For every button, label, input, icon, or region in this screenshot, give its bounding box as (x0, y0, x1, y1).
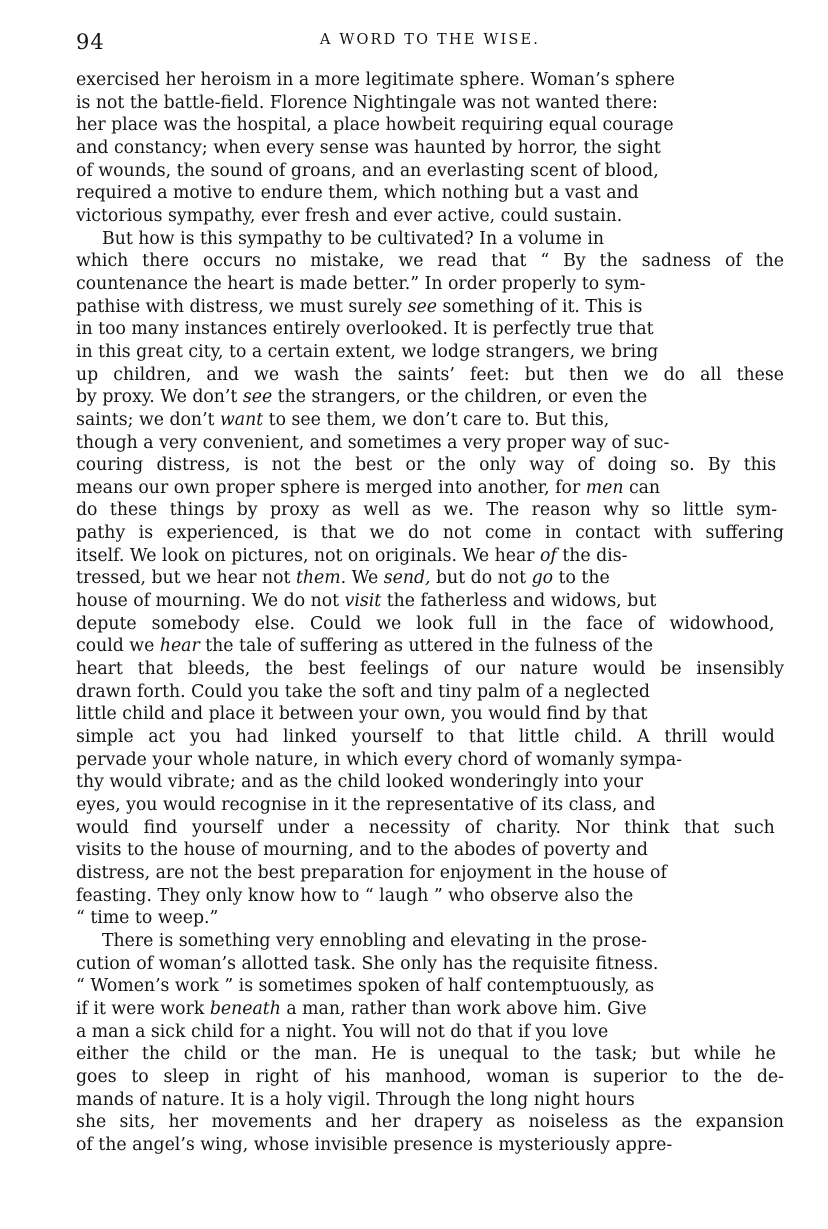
text-run: goes to sleep in right of his manhood, woman is superior to the de- (76, 1066, 784, 1087)
text-line (76, 296, 784, 319)
text-run: the dis- (556, 545, 628, 566)
text-line (76, 975, 784, 998)
text-line (76, 817, 784, 840)
text-line (76, 726, 784, 749)
emphasis-text: beneath (209, 998, 281, 1019)
text-run: in this great city, to a certain extent, we lodge strangers, we bring (76, 341, 659, 362)
text-line (76, 1089, 784, 1112)
text-line (76, 182, 784, 205)
text-run: can (623, 477, 661, 498)
text-line (76, 998, 784, 1021)
text-line (76, 250, 784, 273)
text-run: the strangers, or the children, or even the (272, 387, 648, 408)
text-run: little child and place it between your own, you would find by that (76, 704, 648, 725)
text-line (76, 522, 784, 545)
text-run: “ Women’s work ” is sometimes spoken of half contemptuously, as (76, 976, 655, 997)
text-line (76, 386, 784, 409)
emphasis-text: see (407, 296, 437, 317)
text-run: saints; we don’t (76, 409, 220, 430)
text-run: tressed, but we hear not (76, 568, 296, 589)
text-line (76, 1021, 784, 1044)
text-line (76, 885, 784, 908)
text-run: pathy is experienced, is that we do not come in contact with suffering (76, 523, 784, 544)
body-text (76, 69, 784, 1157)
emphasis-text: visit (344, 591, 382, 612)
text-run: cution of woman’s allotted task. She only has the requisite fitness. (76, 953, 659, 974)
text-run: either the child or the man. He is unequal to the task; but while he (76, 1044, 776, 1065)
text-line (76, 567, 784, 590)
emphasis-text: them. (295, 568, 347, 589)
text-run: of wounds, the sound of groans, and an everlasting scent of blood, (76, 160, 659, 181)
text-run: pervade your whole nature, in which every chord of womanly sympa- (76, 749, 682, 770)
text-run: visits to the house of mourning, and to the abodes of poverty and (76, 840, 648, 861)
text-line (76, 318, 784, 341)
text-run: couring distress, is not the best or the only way of doing so. By this (76, 455, 777, 476)
running-title: A WORD TO THE WISE. (319, 32, 541, 48)
text-run: do these things by proxy as well as we. The reason why so little sym- (76, 500, 778, 521)
text-line (76, 749, 784, 772)
emphasis-text: go (531, 568, 554, 589)
text-line (76, 477, 784, 500)
text-run: We (346, 568, 384, 589)
text-line (76, 137, 784, 160)
page-header (76, 30, 784, 64)
text-run: a man a sick child for a night. You will not do that if you love (76, 1021, 609, 1042)
text-run: drawn forth. Could you take the soft and tiny palm of a neglected (76, 681, 650, 702)
text-run: if it were work (76, 998, 210, 1019)
text-run: is not the battle-field. Florence Nightingale was not wanted there: (76, 92, 658, 113)
text-line (76, 69, 784, 92)
text-line (76, 794, 784, 817)
text-line (76, 613, 784, 636)
text-run: required a motive to endure them, which nothing but a vast and (76, 183, 639, 204)
text-run: though a very convenient, and sometimes a very proper way of suc- (76, 432, 670, 453)
text-run: her place was the hospital, a place howbeit requiring equal courage (76, 115, 674, 136)
text-run: would find yourself under a necessity of charity. Nor think that such (76, 817, 775, 838)
text-line (76, 454, 784, 477)
text-line (76, 771, 784, 794)
text-line (76, 160, 784, 183)
text-line (76, 862, 784, 885)
text-line (76, 432, 784, 455)
text-line (76, 114, 784, 137)
text-line (76, 907, 784, 930)
text-line (76, 658, 784, 681)
text-run: by proxy. We don’t (76, 387, 243, 408)
text-line (76, 341, 784, 364)
text-line (76, 499, 784, 522)
text-line (76, 1134, 784, 1157)
text-run: up children, and we wash the saints’ feet: but then we do all these (76, 364, 784, 385)
text-line (76, 681, 784, 704)
text-run: depute somebody else. Could we look full in the face of widowhood, (76, 613, 775, 634)
text-run: of the angel’s wing, whose invisible presence is mysteriously appre- (76, 1134, 673, 1155)
text-line (76, 635, 784, 658)
emphasis-text: of (540, 545, 557, 566)
text-line (76, 92, 784, 115)
text-run: and constancy; when every sense was haunted by horror, the sight (76, 137, 661, 158)
text-line (76, 545, 784, 568)
text-line (76, 703, 784, 726)
emphasis-text: hear (159, 636, 200, 657)
text-run: eyes, you would recognise in it the representative of its class, and (76, 795, 656, 815)
text-line (76, 364, 784, 387)
text-run: There is something very ennobling and elevating in the prose- (102, 930, 647, 951)
text-run: to the (553, 568, 610, 589)
text-line (76, 930, 784, 953)
text-run: “ time to weep.” (76, 908, 219, 929)
text-run: something of it. This is (437, 296, 643, 317)
text-run: thy would vibrate; and as the child looked wonderingly into your (76, 772, 644, 793)
text-line (76, 409, 784, 432)
text-line (76, 1111, 784, 1134)
text-run: victorious sympathy, ever fresh and ever active, could sustain. (76, 205, 623, 226)
text-run: in too many instances entirely overlooked. It is perfectly true that (76, 319, 654, 340)
emphasis-text: want (220, 409, 264, 430)
text-run: pathise with distress, we must surely (76, 296, 408, 317)
text-run: mands of nature. It is a holy vigil. Through the long night hours (76, 1089, 635, 1110)
text-run: feasting. They only know how to “ laugh ” who observe also the (76, 885, 634, 906)
text-run: the tale of suffering as uttered in the fulness of the (199, 636, 653, 657)
text-run: countenance the heart is made better.” In order properly to sym- (76, 273, 646, 294)
text-run: the fatherless and widows, but (381, 591, 657, 612)
text-run: which there occurs no mistake, we read that “ By the sadness of the (76, 251, 784, 272)
text-run: But how is this sympathy to be cultivated? In a volume in (102, 228, 604, 249)
text-line (76, 273, 784, 296)
emphasis-text: send, (383, 568, 431, 589)
text-run: itself. We look on pictures, not on originals. We hear (76, 545, 541, 566)
text-run: house of mourning. We do not (76, 591, 345, 612)
text-run: could we (76, 636, 160, 657)
text-line (76, 953, 784, 976)
text-line (76, 228, 784, 251)
text-run: means our own proper sphere is merged into another, for (76, 477, 586, 498)
text-run: a man, rather than work above him. Give (280, 998, 647, 1019)
text-run: exercised her heroism in a more legitimate sphere. Woman’s sphere (76, 70, 675, 90)
text-line (76, 839, 784, 862)
text-run: heart that bleeds, the best feelings of our nature would be insensibly (76, 659, 784, 680)
emphasis-text: see (242, 387, 273, 408)
text-run: to see them, we don’t care to. But this, (263, 409, 610, 430)
emphasis-text: men (585, 477, 624, 498)
text-line (76, 1043, 784, 1066)
text-run: but do not (430, 568, 532, 589)
text-run: she sits, her movements and her drapery as noiseless as the expansion (76, 1112, 784, 1133)
text-line (76, 205, 784, 228)
text-line (76, 590, 784, 613)
text-run: distress, are not the best preparation for enjoyment in the house of (76, 862, 667, 883)
text-run: simple act you had linked yourself to that little child. A thrill would (76, 727, 775, 748)
page-number: 94 (76, 30, 105, 54)
text-line (76, 1066, 784, 1089)
